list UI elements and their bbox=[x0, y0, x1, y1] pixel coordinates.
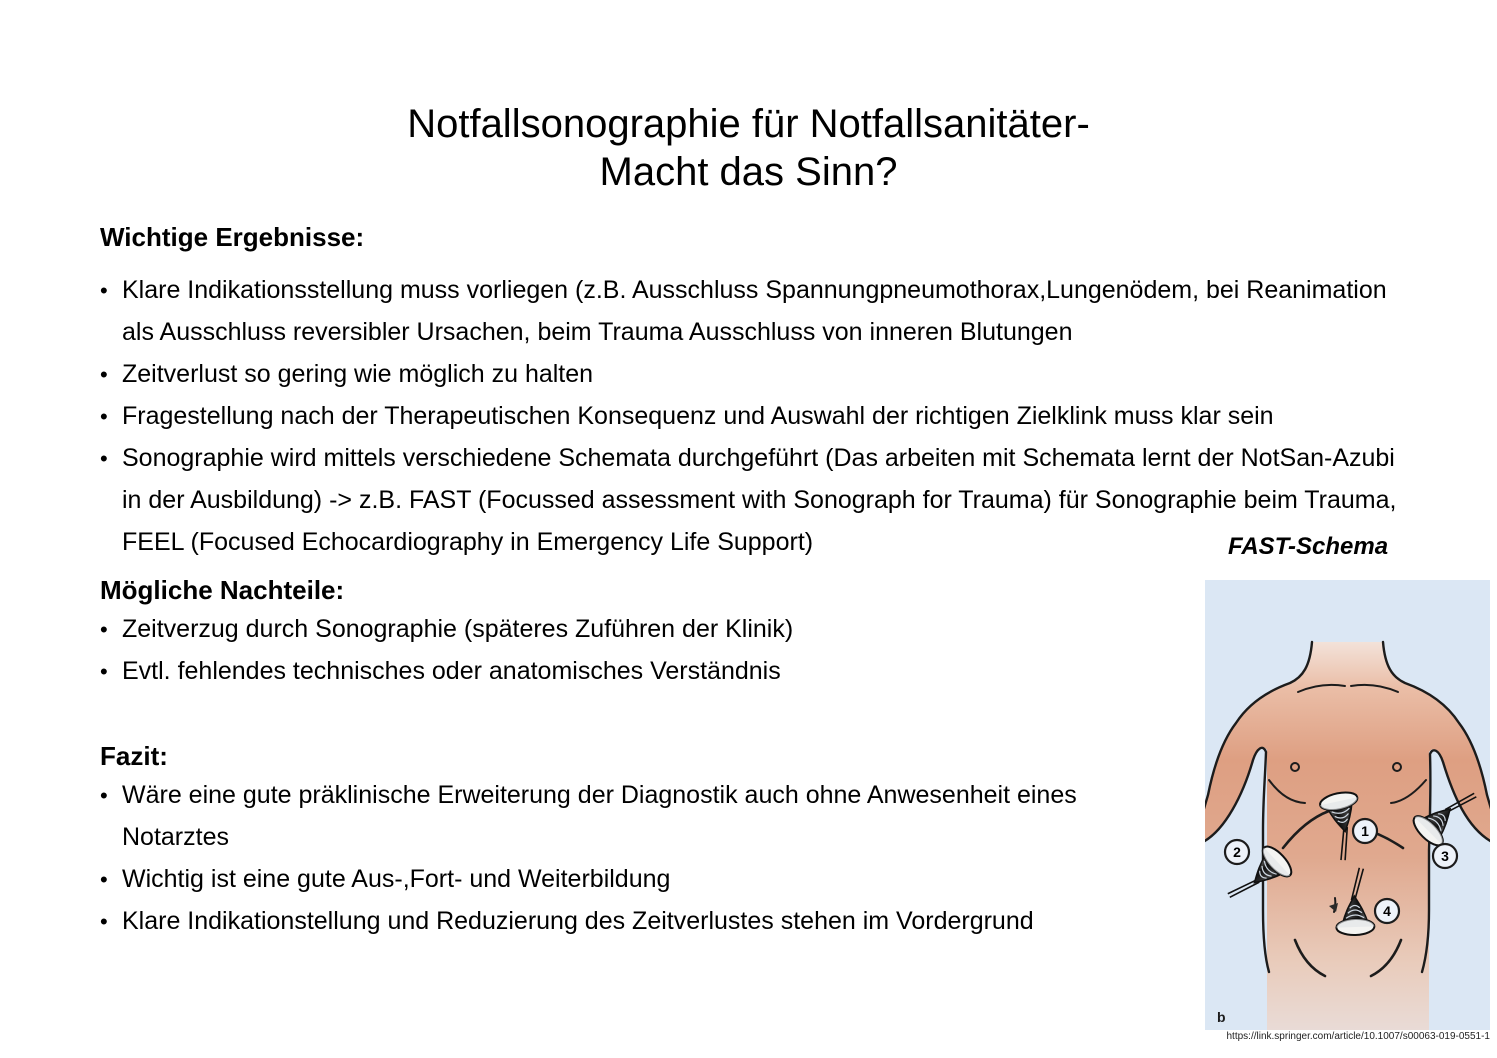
list-item-text: Wichtig ist eine gute Aus-,Fort- und Weiterbildung bbox=[122, 865, 671, 893]
conclusion-list bbox=[100, 774, 1077, 942]
badge-3-number: 3 bbox=[1441, 848, 1449, 864]
fast-schema-figure bbox=[1205, 580, 1490, 1030]
list-item bbox=[100, 900, 1077, 942]
results-list bbox=[100, 269, 1396, 563]
bullet-dot: • bbox=[100, 404, 108, 429]
slide-title bbox=[0, 100, 1497, 196]
badge-4 bbox=[1375, 899, 1399, 923]
list-item-text: Zeitverzug durch Sonographie (späteres Zuführen der Klinik) bbox=[122, 615, 794, 643]
slide-title-line2: Macht das Sinn? bbox=[599, 150, 898, 194]
list-item-text: Wäre eine gute präklinische Erweiterung der Diagnostik auch ohne Anwesenheit eines bbox=[122, 781, 1077, 809]
bullet-dot: • bbox=[100, 909, 108, 934]
list-item bbox=[100, 650, 793, 692]
list-item bbox=[100, 437, 1396, 479]
list-item bbox=[100, 353, 1396, 395]
heading-drawbacks: Mögliche Nachteile: bbox=[100, 575, 345, 605]
bullet-dot: • bbox=[100, 867, 108, 892]
badge-3 bbox=[1433, 844, 1457, 868]
list-item bbox=[100, 311, 1396, 353]
list-item bbox=[100, 608, 793, 650]
badge-4-number: 4 bbox=[1383, 903, 1391, 919]
fast-schema-label: FAST-Schema bbox=[1228, 533, 1389, 560]
list-item bbox=[100, 479, 1396, 521]
list-item-text: Klare Indikationsstellung muss vorliegen (z.B. Ausschluss Spannungpneumothorax,Lungenödem, bei Reanimation bbox=[122, 276, 1387, 304]
bullet-dot: • bbox=[100, 659, 108, 684]
list-item bbox=[100, 395, 1396, 437]
heading-conclusion: Fazit: bbox=[100, 741, 168, 771]
bullet-dot: • bbox=[100, 617, 108, 642]
source-url: https://link.springer.com/article/10.1007/s00063-019-0551-1 bbox=[1226, 1031, 1490, 1042]
badge-2-number: 2 bbox=[1233, 844, 1241, 860]
slide-title-line1: Notfallsonographie für Notfallsanitäter- bbox=[407, 102, 1090, 146]
badge-2 bbox=[1225, 840, 1249, 864]
bullet-dot: • bbox=[100, 446, 108, 471]
list-item-text: FEEL (Focused Echocardiography in Emergency Life Support) bbox=[122, 528, 814, 556]
bullet-dot: • bbox=[100, 783, 108, 808]
bullet-dot: • bbox=[100, 278, 108, 303]
list-item bbox=[100, 774, 1077, 816]
list-item bbox=[100, 816, 1077, 858]
list-item-text: Zeitverlust so gering wie möglich zu halten bbox=[122, 360, 594, 388]
list-item-text: Notarztes bbox=[122, 823, 229, 851]
bullet-dot: • bbox=[100, 362, 108, 387]
badge-1-number: 1 bbox=[1361, 823, 1369, 839]
list-item bbox=[100, 269, 1396, 311]
list-item-text: in der Ausbildung) -> z.B. FAST (Focussed assessment with Sonograph for Trauma) für Sonographie beim Trauma, bbox=[122, 486, 1397, 514]
heading-results: Wichtige Ergebnisse: bbox=[100, 222, 365, 252]
list-item-text: Evtl. fehlendes technisches oder anatomisches Verständnis bbox=[122, 657, 781, 685]
panel-letter: b bbox=[1217, 1009, 1226, 1025]
badge-1 bbox=[1353, 819, 1377, 843]
fast-torso-illustration bbox=[1205, 580, 1490, 1030]
list-item-text: Sonographie wird mittels verschiedene Schemata durchgeführt (Das arbeiten mit Schemata lernt der NotSan-Azubi bbox=[122, 444, 1395, 472]
list-item-text: als Ausschluss reversibler Ursachen, beim Trauma Ausschluss von inneren Blutungen bbox=[122, 318, 1073, 346]
drawbacks-list bbox=[100, 608, 793, 692]
list-item-text: Klare Indikationstellung und Reduzierung des Zeitverlustes stehen im Vordergrund bbox=[122, 907, 1034, 935]
list-item bbox=[100, 858, 1077, 900]
list-item bbox=[100, 521, 1396, 563]
list-item-text: Fragestellung nach der Therapeutischen Konsequenz und Auswahl der richtigen Zielklink muss klar sein bbox=[122, 402, 1274, 430]
